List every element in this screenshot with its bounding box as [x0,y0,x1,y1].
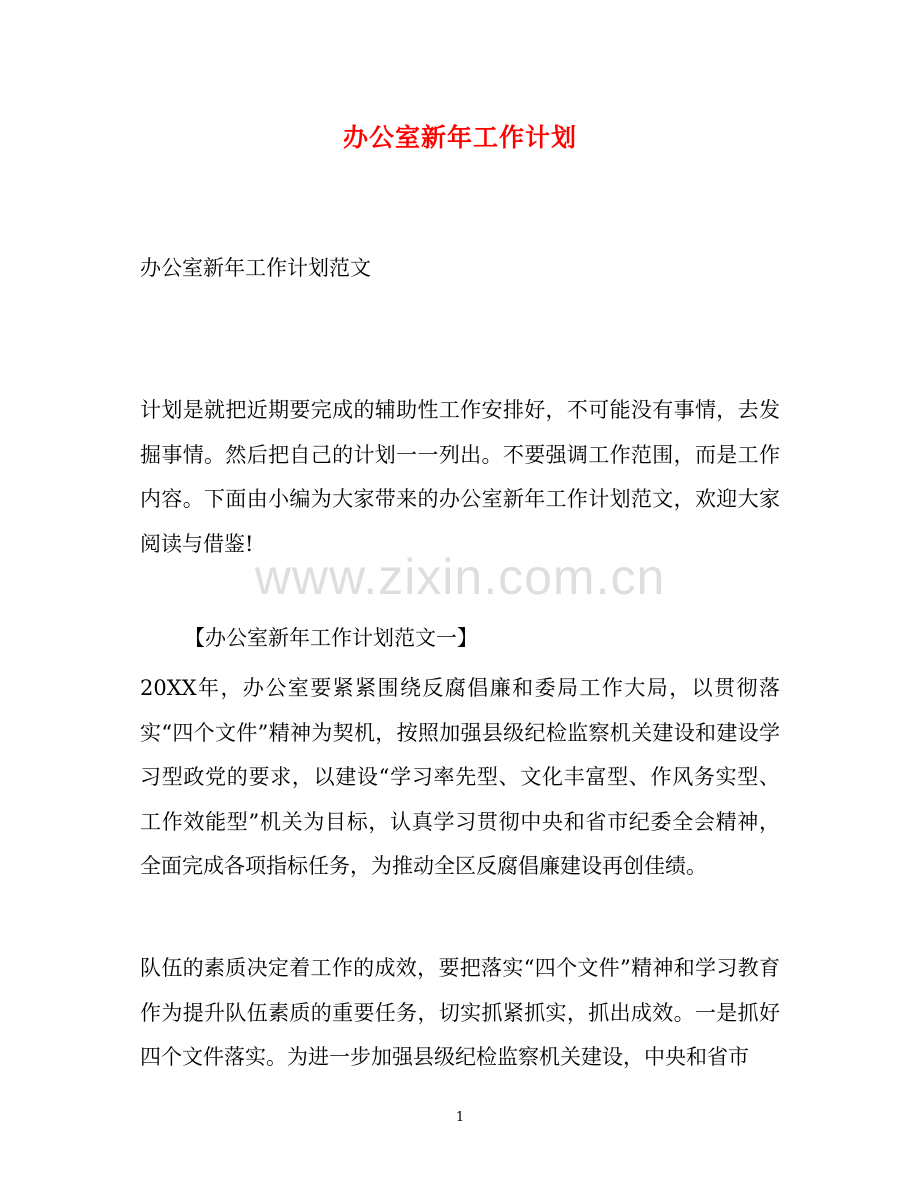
body-paragraph-1: 20XX年，办公室要紧紧围绕反腐倡廉和委局工作大局，以贯彻落实“四个文件”精神为契机，按照加强县级纪检监察机关建设和建设学习型政党的要求，以建设“学习率先型、文化丰富型、作风务实型、工作效能型”机关为目标，认真学习贯彻中央和省市纪委全会精神，全面完成各项指标任务，为推动全区反腐倡廉建设再创佳绩。 [140,676,780,878]
page-number: 1 [455,1110,465,1125]
watermark: www.zixin.com.cn [254,549,666,605]
intro-paragraph: 计划是就把近期要完成的辅助性工作安排好，不可能没有事情，去发掘事情。然后把自己的计划一一列出。不要强调工作范围，而是工作内容。下面由小编为大家带来的办公室新年工作计划范文，欢迎大家阅读与借鉴! [140,398,780,556]
document-title: 办公室新年工作计划 [342,123,577,152]
document-subtitle: 办公室新年工作计划范文 [140,256,371,280]
section-heading: 【办公室新年工作计划范文一】 [184,626,478,650]
body-paragraph-2: 队伍的素质决定着工作的成效，要把落实“四个文件”精神和学习教育作为提升队伍素质的重要任务，切实抓紧抓实，抓出成效。一是抓好四个文件落实。为进一步加强县级纪检监察机关建设，中央和省市 [140,956,780,1069]
